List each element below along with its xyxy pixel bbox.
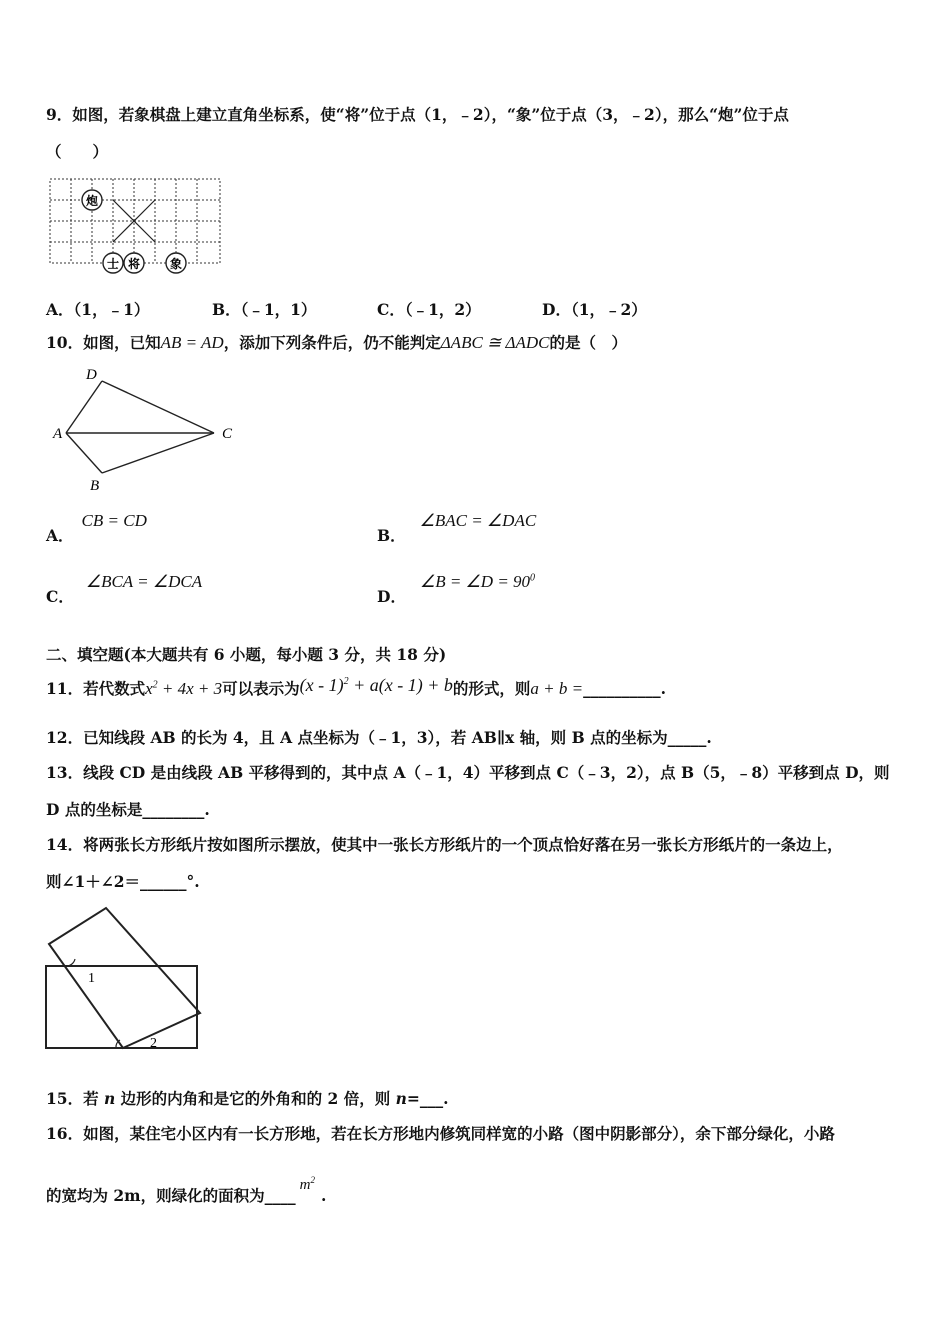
angle-1-arc <box>66 959 75 966</box>
q10-stem: 10．如图，已知AB = AD，添加下列条件后，仍不能判定ΔABC ≅ ΔADC的是（ ） <box>46 333 628 352</box>
piece-pao <box>82 190 102 210</box>
label-d: D <box>86 367 97 383</box>
piece-jiang <box>124 253 144 273</box>
q10-option-c: C．∠BCA = ∠DCA <box>46 572 203 606</box>
piece-shi <box>103 253 123 273</box>
chessboard-figure <box>46 175 226 277</box>
q10-option-a: A．CB = CD <box>46 511 147 545</box>
q16-line1: 16．如图，某住宅小区内有一长方形地，若在长方形地内修筑同样宽的小路（图中阴影部分），余下部分绿化，小路 <box>46 1124 835 1143</box>
section-2-heading: 二、填空题(本大题共有 6 小题，每小题 3 分，共 18 分) <box>46 645 447 664</box>
rectangles-figure <box>40 900 210 1055</box>
q9-option-a: A．（1，﹣1） <box>46 300 150 319</box>
label-b: B <box>90 478 100 494</box>
q11: 11．若代数式$x^2 + 4x + 3$可以表示为(x - 1)$^2$ + a(x - 1) + b的形式，则a + b =__________. <box>46 675 667 698</box>
q13-line1: 13．线段 CD 是由线段 AB 平移得到的，其中点 A（﹣1，4）平移到点 C（﹣3，2），点 B（5，﹣8）平移到点 D，则 <box>46 763 890 782</box>
svg-text:将: 将 <box>127 257 141 271</box>
q10-option-d: D．∠B = ∠D = $90^0$ <box>377 572 536 606</box>
q9-option-c: C．（﹣1，2） <box>377 300 481 319</box>
kite-figure <box>46 365 246 497</box>
q9-paren: （ ） <box>46 142 109 161</box>
q14-line1: 14．将两张长方形纸片按如图所示摆放，使其中一张长方形纸片的一个顶点恰好落在另一张长方形纸片的一条边上， <box>46 835 843 854</box>
q10-option-b: B．∠BAC = ∠DAC <box>377 511 537 545</box>
angle-1-label: 1 <box>88 971 95 986</box>
q15: 15．若 n 边形的内角和是它的外角和的 2 倍，则 n=___. <box>46 1089 449 1108</box>
q14-line2: 则∠1＋∠2＝______°. <box>46 872 200 891</box>
q9-option-d: D．（1，﹣2） <box>542 300 647 319</box>
angle-2-label: 2 <box>150 1036 157 1051</box>
q16-line2: 的宽均为 2m，则绿化的面积为$\_\_\_\_m^2$. <box>46 1175 327 1205</box>
q13-line2: D 点的坐标是________. <box>46 800 210 819</box>
label-a: A <box>53 426 63 442</box>
piece-xiang <box>166 253 186 273</box>
q9-stem: 9．如图，若象棋盘上建立直角坐标系，使“将”位于点（1，﹣2），“象”位于点（3，﹣2），那么“炮”位于点 <box>46 105 789 124</box>
svg-text:炮: 炮 <box>85 194 99 208</box>
svg-text:象: 象 <box>169 257 183 271</box>
q12: 12．已知线段 AB 的长为 4，且 A 点坐标为（﹣1，3），若 AB∥x 轴，则 B 点的坐标为_____. <box>46 728 712 747</box>
svg-text:士: 士 <box>106 257 120 271</box>
label-c: C <box>222 426 233 442</box>
q9-option-b: B．（﹣1，1） <box>212 300 317 319</box>
